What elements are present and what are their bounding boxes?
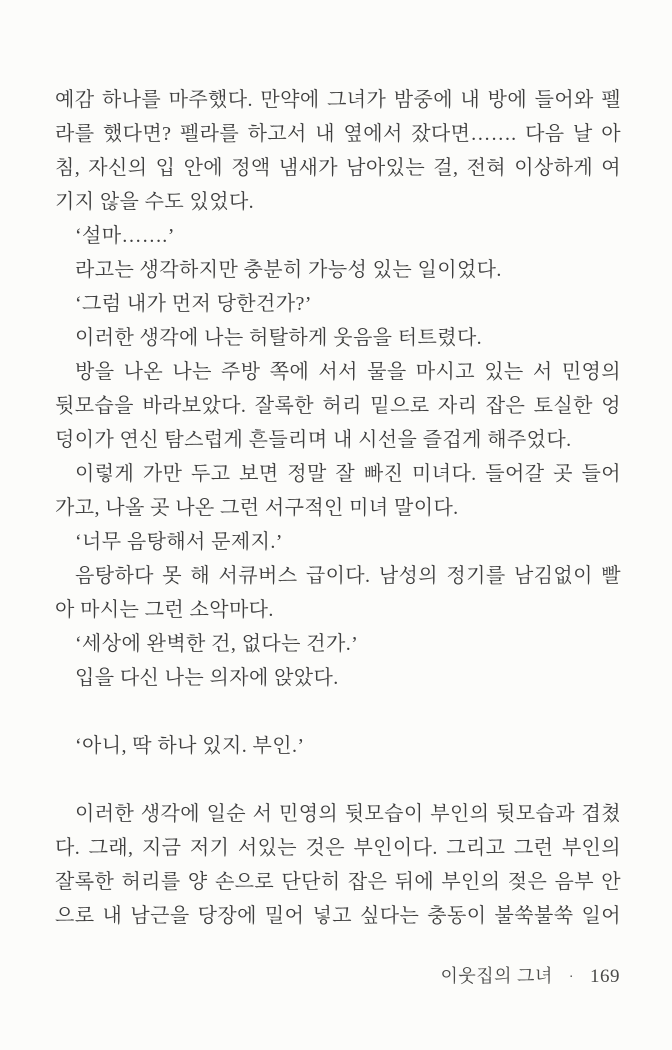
text-line: 잘록한 허리를 양 손으로 단단히 잡은 뒤에 부인의 젖은 음부 안: [55, 871, 621, 893]
page-body-text: [55, 83, 621, 933]
text-line: 뒷모습을 바라보았다. 잘록한 허리 밑으로 자리 잡은 토실한 엉: [55, 395, 621, 417]
text-line: ‘세상에 완벽한 건, 없다는 건가.’: [75, 633, 359, 655]
text-line: 입을 다신 나는 의자에 앉았다.: [75, 667, 339, 689]
text-line: 침, 자신의 입 안에 정액 냄새가 남아있는 걸, 전혀 이상하게 여: [55, 157, 621, 179]
footer-separator: ·: [568, 970, 574, 985]
text-line: ‘너무 음탕해서 문제지.’: [75, 531, 283, 553]
text-line: 라고는 생각하지만 충분히 가능성 있는 일이었다.: [75, 259, 502, 281]
blank-line: [55, 763, 621, 797]
text-line: 방을 나온 나는 주방 쪽에 서서 물을 마시고 있는 서 민영의: [75, 361, 621, 383]
text-line: 으로 내 남근을 당장에 밀어 넣고 싶다는 충동이 불쑥불쑥 일어: [55, 905, 621, 927]
text-line: 기지 않을 수도 있었다.: [55, 191, 255, 213]
text-line: 아 마시는 그런 소악마다.: [55, 599, 274, 621]
text-line: ‘설마…….’: [75, 225, 175, 247]
text-line: 라를 했다면? 펠라를 하고서 내 옆에서 잤다면……. 다음 날 아: [55, 123, 621, 145]
text-line: 가고, 나올 곳 나온 그런 서구적인 미녀 말이다.: [55, 497, 459, 519]
text-line: 예감 하나를 마주했다. 만약에 그녀가 밤중에 내 방에 들어와 펠: [55, 89, 621, 111]
text-line: 이러한 생각에 나는 허탈하게 웃음을 터트렸다.: [75, 327, 483, 349]
page-footer: [441, 962, 621, 988]
text-line: 이렇게 가만 두고 보면 정말 잘 빠진 미녀다. 들어갈 곳 들어: [75, 463, 621, 485]
text-line: 다. 그래, 지금 저기 서있는 것은 부인이다. 그리고 그런 부인의: [55, 837, 621, 859]
text-line: ‘그럼 내가 먼저 당한건가?’: [75, 293, 312, 315]
text-line: 덩이가 연신 탐스럽게 흔들리며 내 시선을 즐겁게 해주었다.: [55, 429, 572, 451]
running-title: 이웃집의 그녀: [440, 966, 553, 986]
page-number: 169: [590, 966, 620, 987]
text-line: 이러한 생각에 일순 서 민영의 뒷모습이 부인의 뒷모습과 겹쳤: [75, 803, 621, 825]
text-line: ‘아니, 딱 하나 있지. 부인.’: [75, 735, 305, 757]
blank-line: [55, 695, 621, 729]
text-line: 음탕하다 못 해 서큐버스 급이다. 남성의 정기를 남김없이 빨: [75, 565, 621, 587]
